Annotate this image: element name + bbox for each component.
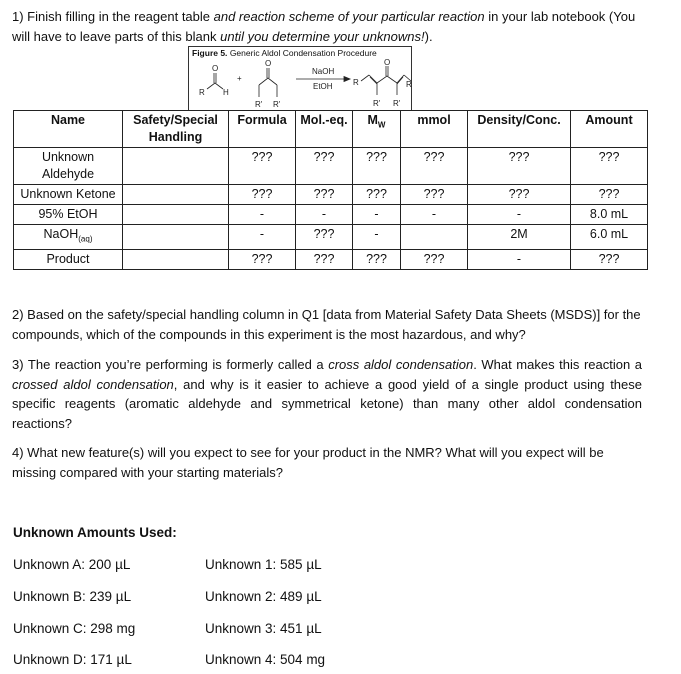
atom-label: R' <box>255 100 263 109</box>
compound-name-cell: 95% EtOH <box>14 205 123 225</box>
atom-label: R' <box>273 100 281 109</box>
subscript-aq: (aq) <box>78 234 93 244</box>
table-cell: ??? <box>296 148 353 185</box>
table-cell: - <box>401 205 468 225</box>
emphasized-text: and reaction scheme of your particular reaction <box>213 9 485 24</box>
question-text: . What makes this reaction a <box>473 357 643 372</box>
question-1 <box>12 7 642 46</box>
mw-subscript: W <box>377 120 386 130</box>
table-cell <box>123 225 229 250</box>
table-cell: ??? <box>468 148 571 185</box>
unknown-amount-3: Unknown 3: 451 µL <box>205 621 322 636</box>
figure-title-text: Generic Aldol Condensation Procedure <box>229 48 377 58</box>
table-cell: ??? <box>468 185 571 205</box>
table-cell: ??? <box>296 225 353 250</box>
col-header: Amount <box>571 111 648 148</box>
question-3 <box>12 355 642 433</box>
table-cell: ??? <box>353 148 401 185</box>
unknown-amount-b: Unknown B: 239 µL <box>13 589 132 604</box>
col-header <box>353 111 401 148</box>
emphasized-text: cross aldol condensation <box>328 357 474 372</box>
table-cell <box>123 205 229 225</box>
col-header: Density/Conc. <box>468 111 571 148</box>
atom-label: R <box>406 80 412 89</box>
question-text: 1) Finish filling in the reagent table <box>12 9 214 24</box>
reagent-table <box>13 110 648 270</box>
table-cell: ??? <box>401 185 468 205</box>
atom-label: R' <box>393 99 401 108</box>
table-cell: - <box>468 205 571 225</box>
question-text: in your lab notebook (You will have to leave parts of this blank <box>12 9 636 44</box>
table-row <box>14 185 648 205</box>
table-cell: ??? <box>296 185 353 205</box>
plus-sign: + <box>237 74 242 83</box>
table-cell <box>123 148 229 185</box>
table-cell: - <box>229 225 296 250</box>
compound-name: NaOH <box>43 227 79 241</box>
unknown-amount-4: Unknown 4: 504 mg <box>205 652 326 667</box>
table-row <box>14 249 648 269</box>
table-cell: ??? <box>229 148 296 185</box>
table-cell: ??? <box>353 249 401 269</box>
atom-label: R' <box>373 99 381 108</box>
unknown-amount-d: Unknown D: 171 µL <box>13 652 132 667</box>
unknown-amount-1: Unknown 1: 585 µL <box>205 557 322 572</box>
compound-name-cell: Unknown Aldehyde <box>14 148 123 185</box>
question-text: ). <box>424 28 433 44</box>
reaction-scheme-diagram <box>189 57 413 111</box>
table-cell: ??? <box>571 249 648 269</box>
table-cell: - <box>353 205 401 225</box>
figure-label: Figure 5. <box>192 48 228 58</box>
table-cell <box>123 249 229 269</box>
emphasized-text: until you determine your unknowns! <box>220 28 425 44</box>
table-cell: - <box>468 249 571 269</box>
unknown-amount-2: Unknown 2: 489 µL <box>205 589 322 604</box>
col-header: Formula <box>229 111 296 148</box>
unknown-amounts-title: Unknown Amounts Used: <box>13 525 177 540</box>
table-cell <box>401 225 468 250</box>
unknown-amount-c: Unknown C: 298 mg <box>13 621 136 636</box>
atom-label: R <box>353 78 359 87</box>
compound-name-cell <box>14 225 123 250</box>
col-header: Safety/Special Handling <box>123 111 229 148</box>
figure-aldol-scheme <box>188 46 412 110</box>
question-text: 2) Based on the safety/special handling column in Q1 [data from Material Safety Data Sheets (MSDS)] for the compounds, which of the compounds in this experiment is the most hazardous, and why? <box>12 307 641 342</box>
question-text: 3) The reaction you’re performing is formerly called a <box>12 357 329 372</box>
question-4 <box>12 443 642 482</box>
emphasized-text: crossed aldol condensation <box>12 376 174 392</box>
reagent-etoh: EtOH <box>313 82 333 91</box>
mw-label: $M_W$ <box>367 113 386 130</box>
table-cell: 2M <box>468 225 571 250</box>
table-row <box>14 148 648 185</box>
atom-label: H <box>223 88 229 97</box>
question-2 <box>12 305 642 344</box>
atom-label: O <box>212 64 219 73</box>
compound-name-cell: Unknown Ketone <box>14 185 123 205</box>
table-cell: ??? <box>571 148 648 185</box>
table-header-row <box>14 111 648 148</box>
atom-label: R <box>199 88 205 97</box>
reagent-naoh: NaOH <box>312 67 335 76</box>
question-text: 4) What new feature(s) will you expect to see for your product in the NMR? What will you expect will be missing compared with your starting materials? <box>12 445 604 480</box>
question-text: , and why is it easier to achieve a good yield of a single product using these specific reagents (aromatic aldehyde and symmetrical ketone) than many other aldol condensation reactions? <box>12 376 642 431</box>
table-cell: ??? <box>401 148 468 185</box>
table-cell <box>123 185 229 205</box>
table-cell: ??? <box>296 249 353 269</box>
compound-name-cell: Product <box>14 249 123 269</box>
table-cell: ??? <box>229 249 296 269</box>
atom-label: O <box>384 58 391 67</box>
col-header: mmol <box>401 111 468 148</box>
col-header: Name <box>14 111 123 148</box>
table-row <box>14 225 648 250</box>
table-cell: ??? <box>401 249 468 269</box>
table-cell: - <box>296 205 353 225</box>
table-cell: - <box>353 225 401 250</box>
table-cell: 8.0 mL <box>571 205 648 225</box>
table-row <box>14 205 648 225</box>
table-cell: - <box>229 205 296 225</box>
table-cell: ??? <box>229 185 296 205</box>
unknown-amount-a: Unknown A: 200 µL <box>13 557 131 572</box>
table-cell: 6.0 mL <box>571 225 648 250</box>
atom-label: O <box>265 59 272 68</box>
table-cell: ??? <box>571 185 648 205</box>
table-cell: ??? <box>353 185 401 205</box>
col-header: Mol.-eq. <box>296 111 353 148</box>
